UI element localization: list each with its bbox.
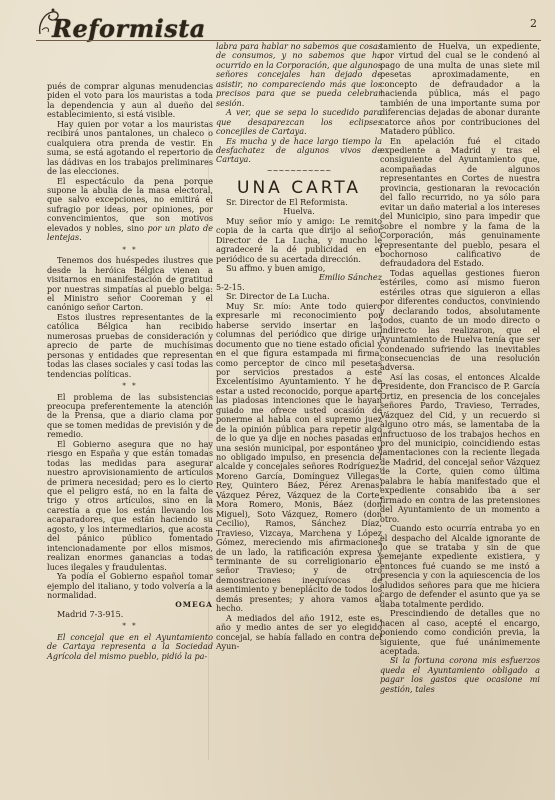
masthead-title: Reformista — [52, 14, 206, 43]
col1-italic-phrase: por un plato de lentejas. — [47, 222, 213, 243]
col1-paragraph: Ya podía el Gobierno español tomar ejemplo del italiano, y todo volvería a la normalidad. — [47, 571, 213, 601]
dateline: Madrid 7-3-915. — [57, 608, 124, 619]
column-3 — [380, 42, 540, 694]
letter-signer: Emilio Sánchez — [318, 272, 382, 283]
col2-italic-paragraph: Es mucha y de hace largo tiempo la desfachatez de algunos vivos de Cartaya. — [216, 135, 382, 165]
col3-paragraph: En apelación fué el citado expediente a Madrid y tras el consiguiente del Ayuntamiento que, acompañadas de algunos representantes en Cortes de nuestra provincia, gestionaran la revocación del fallo recurrido, no ya sólo para evitar un daño material a los intereses del Municipio, sino para impedir que sobre el nombre y la fama de la Corporación, más genuinamente representante del pueblo, pesara el bochornoso calificativo de defraudadora del Estado. — [380, 135, 540, 269]
letter-salutation-2: Sr. Director de La Lucha. — [226, 291, 330, 302]
column-2 — [216, 42, 382, 652]
col1-paragraph: Tenemos dos huéspedes ilustres que desde la heróica Bélgica vienen a visitarnos en manifestación de gratitud por nuestras simpatías al pueblo belga: el Ministro señor Cooreman y el canónigo señor Carton. — [47, 255, 213, 313]
col2-paragraph: A mediados del año 1912, este es, año y medio antes de ser yo elegido concejal, se había fallado en contra del Ayun- — [216, 612, 382, 652]
col3-italic-paragraph: Si la fortuna corona mis esfuerzos queda el Ayuntamiento obligado a pagar los gastos que ocasione mi gestión, tales — [380, 655, 540, 694]
col1-paragraph: El problema de las subsistencias preocupa preferentemente la atención de la Prensa, que a diario clama por que se tomen medidas de previsión y de remedio. — [47, 391, 213, 440]
letter-closing: Su affmo. y buen amigo, — [226, 262, 326, 273]
col1-italic-paragraph: El concejal que en el Ayuntamiento de Cartaya representa a la Sociedad Agrícola del mismo pueblo, pidió la pa- — [47, 631, 213, 661]
section-stars: * * — [122, 622, 138, 631]
page-number: 2 — [530, 17, 537, 30]
column-1 — [47, 82, 213, 661]
col3-paragraph: Prescindiendo de detalles que no hacen al caso, acepté el encargo, poniendo como condición previa, la siguiente, que fué unánimemente aceptada. — [380, 608, 540, 656]
col2-italic-paragraph: labra para hablar no sabemos que cosas de consumos, y no sabemos que ha ocurrido en la Corporación, que algunos señores concejales han dejado de asistir, no compareciendo más que los precisos para que se pueda celebrar sesión. — [216, 41, 382, 108]
col1-paragraph — [47, 177, 213, 243]
col3-paragraph: Así las cosas, el entonces Alcalde Presidente, don Francisco de P. García Ortiz, en presencia de los concejales señores Pardo, Travieso, Terrades, Vázquez del Cid, y un recuerdo si alguno otro más, se lamentaba de la infructuoso de los trabajos hechos en pro del municipio, coincidiendo estas lamentaciones con la reciente llegada de Madrid, del concejal señor Vázquez de la Corte, quien como última palabra le había manifestado que el expediente consabido iba a ser firmado en contra de las pretensiones del Ayuntamiento de un momento a otro. — [380, 371, 540, 524]
col1-text: El espectáculo da pena porque supone la abulia de la masa electoral, que salvo excepciones, no emitirá el sufragio por ideas, por opiniones, por convencimientos, que son motivos elevados y nobles, sino — [47, 175, 213, 233]
section-stars: * * — [122, 245, 138, 254]
letter-salutation: Sr. Director de El Reformista. — [226, 196, 348, 207]
article-title: UNA CARTA — [237, 178, 361, 199]
col3-paragraph: tamiento de Huelva, un expediente, por virtud del cual se le condenó al pago de una multa de unas siete mil pesetas aproximadamente, en concepto de defraudador a la hacienda pública, más el pago también de una importante suma por diferencias dejadas de abonar durante catorce años por contribuciones del Matadero público. — [380, 41, 540, 137]
col3-paragraph: Cuando esto ocurría entraba yo en el despacho del Alcalde ignorante de lo que se trataba y sin de que semejante expediente existiera, y entonces fué cuando se me instó a presencia y con la aquiescencia de los aludidos señores para que me hiciera cargo de defender el asunto que ya se daba totalmente perdido. — [380, 523, 540, 609]
letter-date: 5-2-15. — [216, 281, 245, 292]
col3-paragraph: Todas aquellas gestiones fueron estériles, como así mismo fueron estériles otras que siguieron a ellas por diferentes conductos, conviniendo y declarando todos, absolutamente todos, cuanto de un modo directo o indirecto las realizaron, que el Ayuntamiento de Huelva tenía que ser condenado sufriendo las inevitables consecuencias de una resolución adversa. — [380, 267, 540, 373]
ornament-line: ~~~~~~~~~~~ — [266, 166, 332, 175]
col2-paragraph: Muy señor mío y amigo: Le remito copia de la carta que dirijo al señor Director de La Lucha, y mucho le agradeceré la dé publicidad en el periódico de su acertada dirección. — [216, 215, 382, 264]
col1-paragraph: El Gobierno asegura que no hay riesgo en España y que están tomadas todas las medidas para asegurar nuestro aprovisionamiento de artículos de primera necesidad; pero es lo cierto que el peligro está, no en la falta de trigo y otros artículos, sino en la carestía a que los están llevando los acaparadores, que están haciendo su agosto, y los intermediarios, que acosta del pánico público fomentado intencionadamente por ellos mismos, realizan enormes ganancias a todas luces ilegales y fraudulentas. — [47, 438, 213, 572]
letter-place: Huelva. — [283, 206, 315, 217]
col1-paragraph: Hay quien por votar a los mauristas recibirá unos pantalones, un chaleco o cualquiera otra prenda de vestir. En suma, se está agotando el repertorio de las dádivas en los trabajos preliminares de las elecciones. — [47, 118, 213, 177]
signature-omega: OMEGA — [175, 600, 213, 610]
col2-paragraph: Muy Sr. mío: Ante todo quiero expresarle mi reconocimiento por haberse servido insertar en las columnas del periódico que dirige un documento que no tiene estado oficial y en el que figura estampada mi firma, como perceptor de cinco mil pesetas por servicios prestados a este Excelentísimo Ayuntamiento. Y he de estar a usted reconocido, porque aparte las piadosas intenciones que le hayan guiado me ofrece usted ocasión de ponerme al habla con el supremo juez de la opinión pública para repetir algo de lo que ya dije en noches pasadas en una sesión municipal, por espontáneo y no obligado impulso, en presencia del alcalde y concejales señores Rodríguez, Moreno García, Domínguez Villegas, Rey, Quintero Báez, Pérez Arenas, Vázquez Pérez, Vázquez de la Corte, Mora Romero, Monis, Báez (don Miguel), Soto Vázquez, Romero (don Cecilio), Ramos, Sánchez Díaz, Travieso, Vizcaya, Marchena y López Gómez, mereciendo mis afirmaciones de un lado, la ratificación expresa y terminante de su correligionario el señor Travieso; y de otro demostraciones inequívocas de asentimiento y beneplácito de todos los demás presentes; y ahora vamos al hecho. — [216, 300, 382, 614]
section-stars: * * — [122, 382, 138, 391]
col1-paragraph: pués de comprar algunas menudencias piden el voto para los mauristas a toda la dependencia y aun al dueño del establecimiento, si está visible. — [47, 81, 213, 120]
col2-italic-paragraph: A ver, que se sepa lo sucedido para que desaparezcan los eclipses concejiles de Cartaya. — [216, 107, 382, 137]
col1-paragraph: Estos ilustres representantes de la católica Bélgica han recibido numerosas pruebas de consideración y aprecio de parte de muchísimas personas y entidades que representan todas las clases sociales y casi todas las tendencias políticas. — [47, 311, 213, 379]
